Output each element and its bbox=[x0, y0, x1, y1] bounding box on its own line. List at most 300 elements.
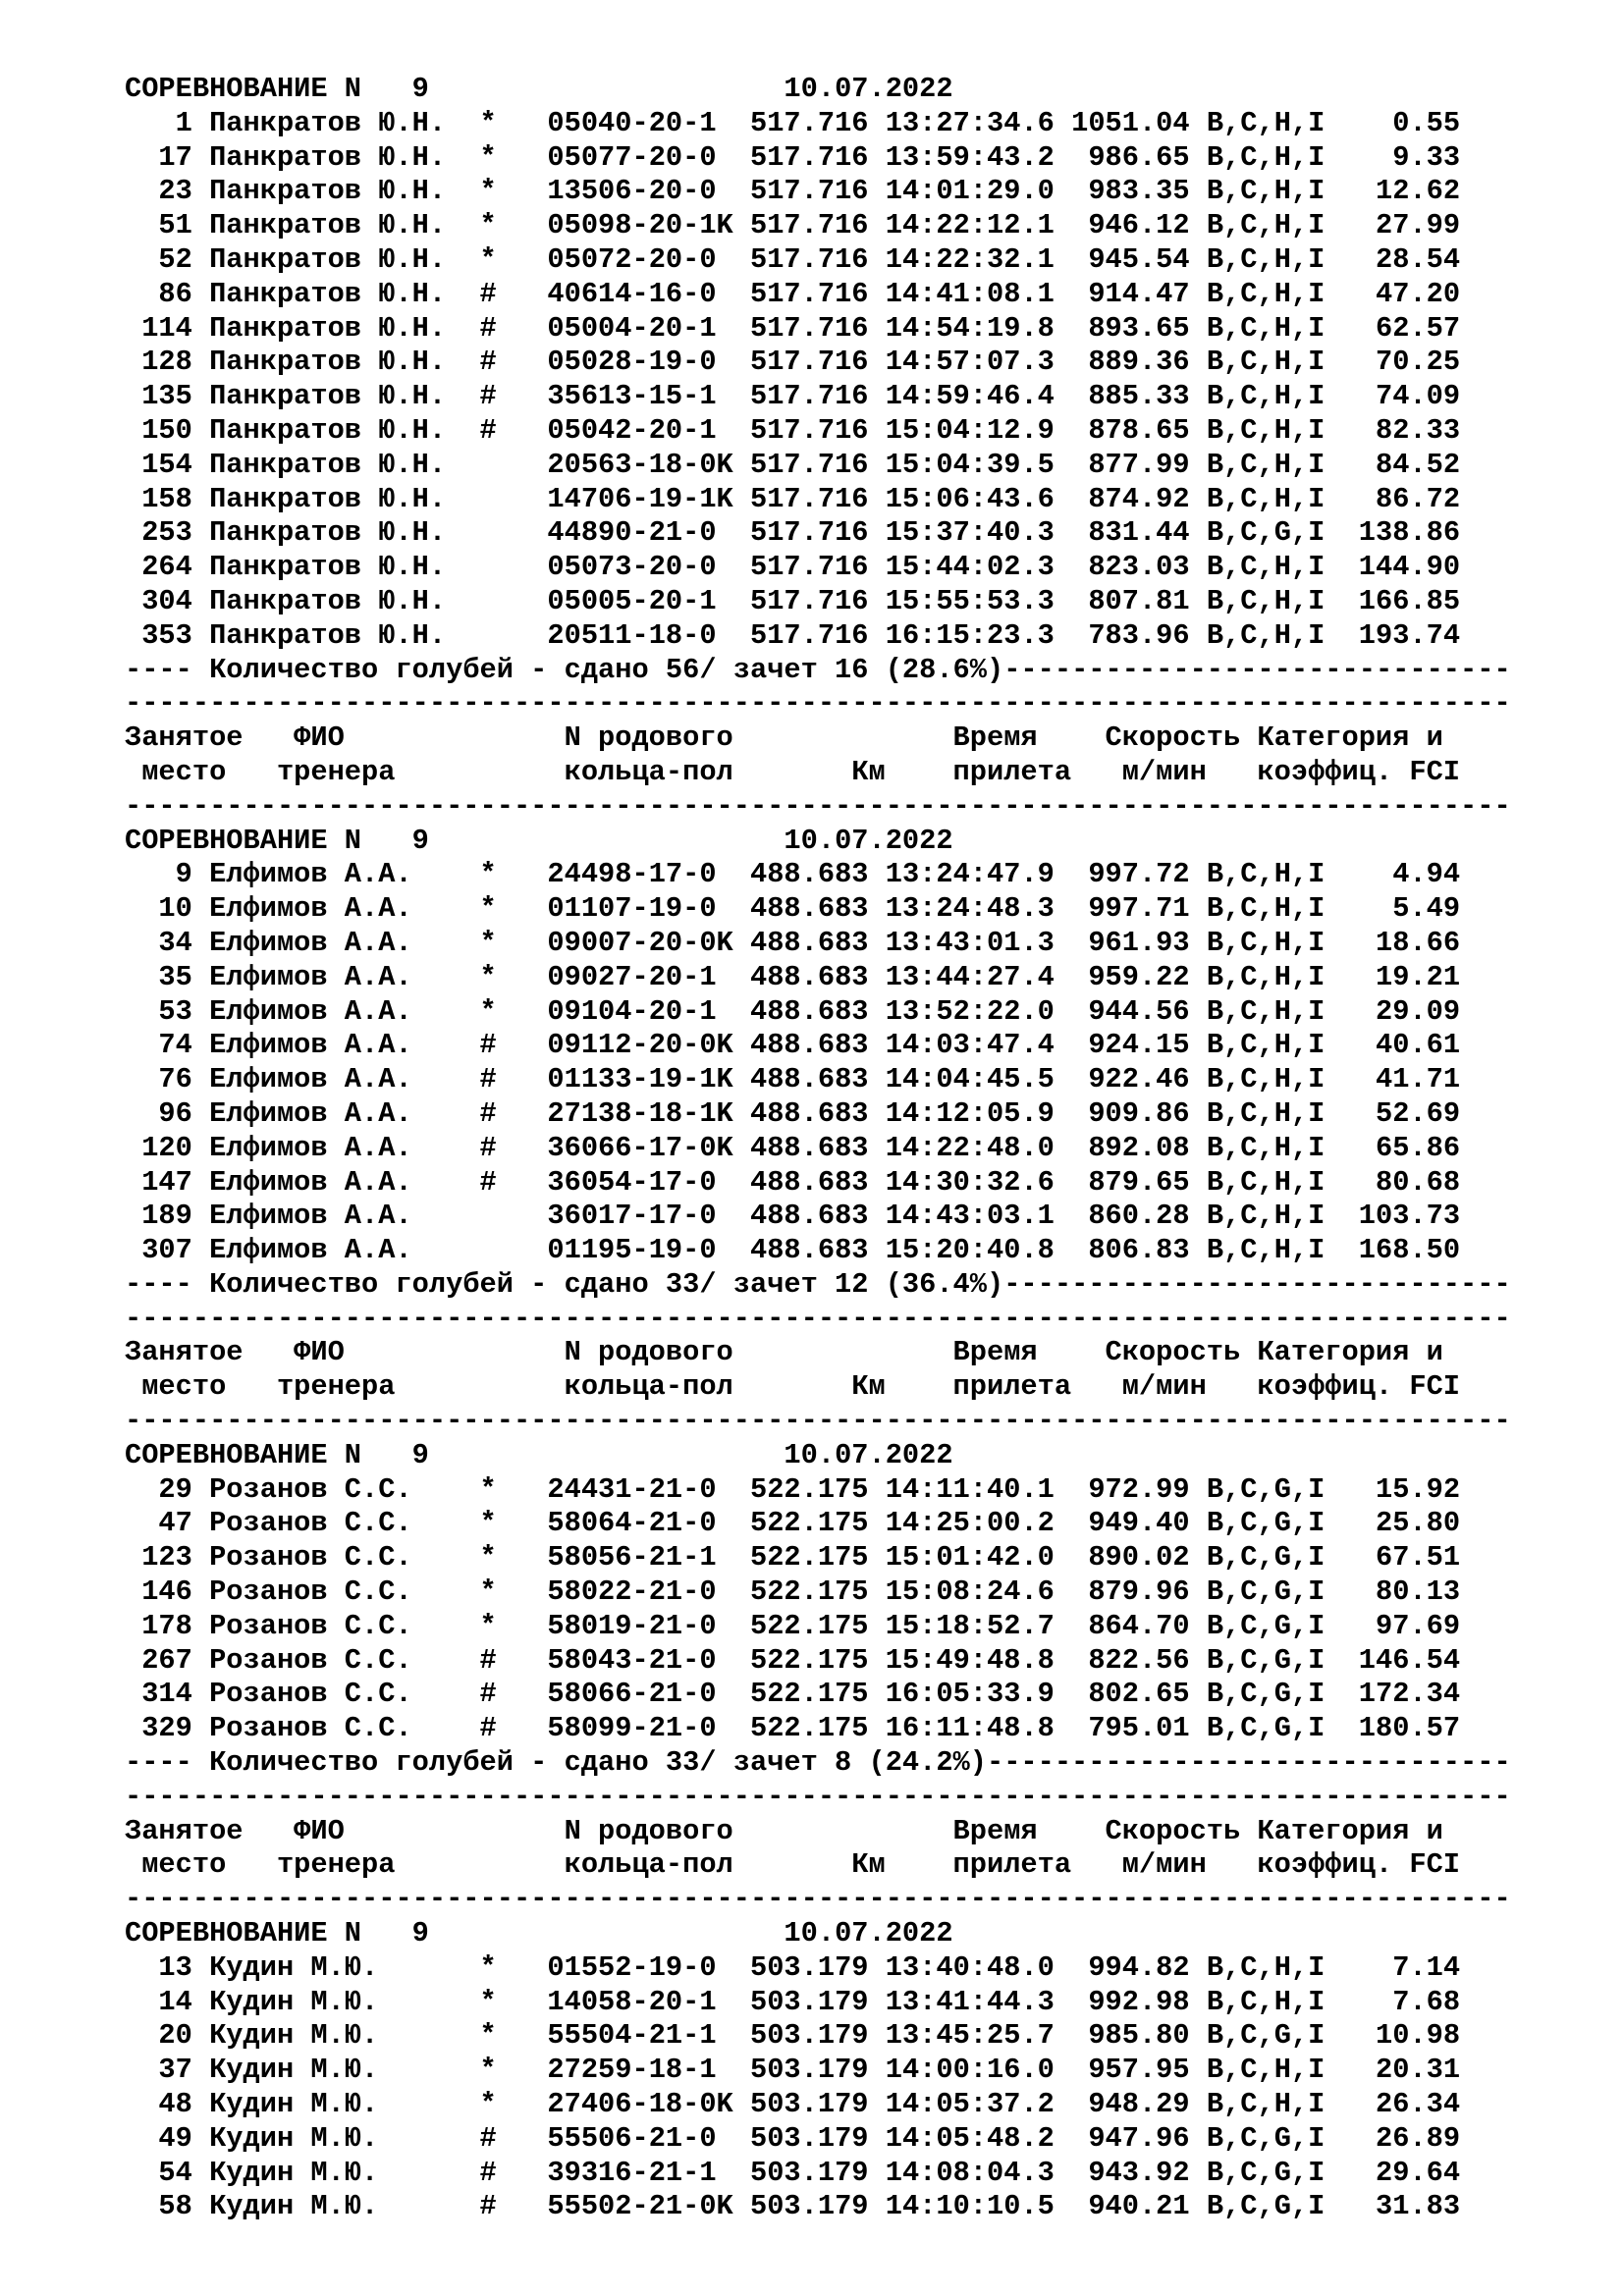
name-cell: Панкратов Ю.Н. bbox=[209, 346, 480, 379]
name-cell: Елфимов А.А. bbox=[209, 960, 480, 993]
table-row bbox=[125, 1951, 1597, 1986]
table-row bbox=[125, 483, 1597, 517]
place-cell: 86 bbox=[125, 277, 210, 310]
fci-cell: 7.68 bbox=[1325, 1985, 1461, 2018]
place-cell: 114 bbox=[125, 311, 210, 345]
speed-cell: 864.70 bbox=[1071, 1609, 1207, 1642]
fci-cell: 80.68 bbox=[1325, 1165, 1461, 1199]
place-cell: 52 bbox=[125, 242, 210, 276]
table-row bbox=[125, 1132, 1597, 1166]
summary-line bbox=[125, 1268, 1597, 1303]
mark-cell bbox=[480, 551, 548, 583]
km-cell: 522.175 bbox=[750, 1643, 886, 1677]
mark-cell: * bbox=[479, 1985, 548, 2018]
fci-cell: 20.31 bbox=[1325, 2054, 1461, 2087]
place-cell: 9 bbox=[125, 858, 210, 891]
fci-cell: 19.21 bbox=[1325, 960, 1461, 993]
place-cell: 146 bbox=[125, 1575, 210, 1609]
ring-cell: 55506-21-0 bbox=[547, 2121, 750, 2155]
km-cell: 522.175 bbox=[750, 1712, 886, 1745]
speed-cell: 874.92 bbox=[1071, 482, 1207, 515]
speed-cell: 807.81 bbox=[1071, 584, 1207, 617]
mark-cell: # bbox=[479, 2190, 548, 2223]
time-cell: 16:05:33.9 bbox=[885, 1678, 1072, 1711]
place-cell: 189 bbox=[125, 1200, 210, 1233]
summary-dashes: ------------------------------ bbox=[1003, 653, 1511, 686]
km-cell: 488.683 bbox=[750, 1096, 886, 1130]
column-header: Занятое ФИО N родового Время Скорость Категория и bbox=[125, 1336, 1443, 1369]
km-cell: 503.179 bbox=[750, 2156, 886, 2189]
mark-cell: # bbox=[479, 346, 548, 379]
mark-cell: # bbox=[479, 1712, 548, 1745]
km-cell: 488.683 bbox=[750, 926, 886, 959]
fci-cell: 82.33 bbox=[1325, 413, 1461, 447]
name-cell: Елфимов А.А. bbox=[209, 1063, 480, 1096]
time-cell: 13:45:25.7 bbox=[885, 2019, 1072, 2053]
category-cell: B,C,H,I bbox=[1206, 1131, 1326, 1164]
table-row bbox=[125, 414, 1597, 449]
speed-cell: 947.96 bbox=[1071, 2121, 1207, 2155]
category-cell: B,C,G,I bbox=[1206, 1541, 1326, 1575]
divider: ---------------------------------------------------------------------------------- bbox=[125, 1780, 1511, 1813]
mark-cell: * bbox=[479, 242, 548, 276]
divider: ---------------------------------------------------------------------------------- bbox=[125, 687, 1511, 721]
category-cell: B,C,G,I bbox=[1206, 1472, 1326, 1506]
competition-label: СОРЕВНОВАНИЕ N 9 bbox=[125, 1917, 429, 1950]
category-cell: B,C,G,I bbox=[1206, 2190, 1326, 2223]
ring-cell: 58056-21-1 bbox=[547, 1541, 750, 1575]
competition-date: 10.07.2022 bbox=[784, 1438, 953, 1471]
time-cell: 13:27:34.6 bbox=[885, 106, 1072, 139]
place-cell: 264 bbox=[125, 551, 210, 584]
km-cell: 517.716 bbox=[750, 209, 886, 242]
mark-cell bbox=[480, 619, 548, 652]
speed-cell: 945.54 bbox=[1071, 242, 1207, 276]
time-cell: 16:11:48.8 bbox=[885, 1712, 1072, 1745]
name-cell: Розанов С.С. bbox=[209, 1575, 480, 1609]
fci-cell: 29.64 bbox=[1325, 2156, 1461, 2189]
table-row bbox=[125, 516, 1597, 551]
category-cell: B,C,H,I bbox=[1206, 2088, 1326, 2121]
competition-line bbox=[125, 73, 1597, 107]
place-cell: 128 bbox=[125, 346, 210, 379]
speed-cell: 983.35 bbox=[1071, 175, 1207, 208]
category-cell: B,C,H,I bbox=[1206, 242, 1326, 276]
category-cell: B,C,H,I bbox=[1206, 892, 1326, 926]
ring-cell: 05098-20-1K bbox=[547, 209, 750, 242]
category-cell: B,C,G,I bbox=[1206, 1507, 1326, 1540]
speed-cell: 890.02 bbox=[1071, 1541, 1207, 1575]
place-cell: 1 bbox=[125, 106, 210, 139]
place-cell: 37 bbox=[125, 2054, 210, 2087]
name-cell: Елфимов А.А. bbox=[209, 926, 480, 959]
ring-cell: 27406-18-0K bbox=[547, 2088, 750, 2121]
name-cell: Розанов С.С. bbox=[209, 1609, 480, 1642]
km-cell: 488.683 bbox=[750, 1063, 886, 1096]
table-row bbox=[125, 312, 1597, 347]
time-cell: 13:52:22.0 bbox=[885, 994, 1072, 1028]
name-cell: Панкратов Ю.Н. bbox=[209, 482, 480, 515]
mark-cell: # bbox=[479, 277, 548, 310]
name-cell: Елфимов А.А. bbox=[209, 994, 480, 1028]
name-cell: Розанов С.С. bbox=[209, 1643, 480, 1677]
time-cell: 16:15:23.3 bbox=[885, 618, 1072, 652]
place-cell: 123 bbox=[125, 1541, 210, 1575]
km-cell: 517.716 bbox=[750, 448, 886, 481]
name-cell: Панкратов Ю.Н. bbox=[209, 584, 480, 617]
fci-cell: 146.54 bbox=[1325, 1643, 1461, 1677]
category-cell: B,C,H,I bbox=[1206, 106, 1326, 139]
place-cell: 54 bbox=[125, 2156, 210, 2189]
category-cell: B,C,H,I bbox=[1206, 1096, 1326, 1130]
ring-cell: 01107-19-0 bbox=[547, 892, 750, 926]
fci-cell: 84.52 bbox=[1325, 448, 1461, 481]
time-cell: 13:24:47.9 bbox=[885, 858, 1072, 891]
category-cell: B,C,H,I bbox=[1206, 1063, 1326, 1096]
table-row bbox=[125, 2157, 1597, 2191]
km-cell: 517.716 bbox=[750, 140, 886, 174]
ring-cell: 05072-20-0 bbox=[547, 242, 750, 276]
name-cell: Панкратов Ю.Н. bbox=[209, 277, 480, 310]
speed-cell: 831.44 bbox=[1071, 516, 1207, 550]
time-cell: 13:40:48.0 bbox=[885, 1950, 1072, 1984]
name-cell: Кудин М.Ю. bbox=[209, 2190, 480, 2223]
divider: ---------------------------------------------------------------------------------- bbox=[125, 1302, 1511, 1335]
mark-cell bbox=[480, 585, 548, 617]
table-row bbox=[125, 927, 1597, 961]
ring-cell: 44890-21-0 bbox=[547, 516, 750, 550]
km-cell: 522.175 bbox=[750, 1609, 886, 1642]
table-row bbox=[125, 107, 1597, 141]
speed-cell: 783.96 bbox=[1071, 618, 1207, 652]
competition-label: СОРЕВНОВАНИЕ N 9 bbox=[125, 73, 429, 105]
category-cell: B,C,H,I bbox=[1206, 584, 1326, 617]
km-cell: 517.716 bbox=[750, 516, 886, 550]
speed-cell: 914.47 bbox=[1071, 277, 1207, 310]
mark-cell: * bbox=[479, 1609, 548, 1642]
fci-cell: 40.61 bbox=[1325, 1029, 1461, 1062]
speed-cell: 795.01 bbox=[1071, 1712, 1207, 1745]
category-cell: B,C,H,I bbox=[1206, 380, 1326, 413]
ring-cell: 39316-21-1 bbox=[547, 2156, 750, 2189]
mark-cell: # bbox=[479, 2156, 548, 2189]
category-cell: B,C,H,I bbox=[1206, 448, 1326, 481]
category-cell: B,C,G,I bbox=[1206, 1609, 1326, 1642]
mark-cell: # bbox=[479, 1643, 548, 1677]
name-cell: Панкратов Ю.Н. bbox=[209, 311, 480, 345]
name-cell: Елфимов А.А. bbox=[209, 1234, 480, 1267]
km-cell: 522.175 bbox=[750, 1507, 886, 1540]
fci-cell: 166.85 bbox=[1325, 584, 1461, 617]
ring-cell: 05073-20-0 bbox=[547, 551, 750, 584]
ring-cell: 36054-17-0 bbox=[547, 1165, 750, 1199]
km-cell: 503.179 bbox=[750, 1985, 886, 2018]
time-cell: 14:10:10.5 bbox=[885, 2190, 1072, 2223]
km-cell: 503.179 bbox=[750, 2088, 886, 2121]
speed-cell: 961.93 bbox=[1071, 926, 1207, 959]
name-cell: Кудин М.Ю. bbox=[209, 2019, 480, 2053]
table-row bbox=[125, 961, 1597, 995]
speed-cell: 922.46 bbox=[1071, 1063, 1207, 1096]
fci-cell: 144.90 bbox=[1325, 551, 1461, 584]
speed-cell: 822.56 bbox=[1071, 1643, 1207, 1677]
ring-cell: 14058-20-1 bbox=[547, 1985, 750, 2018]
summary-line bbox=[125, 654, 1597, 688]
fci-cell: 138.86 bbox=[1325, 516, 1461, 550]
results-document bbox=[125, 73, 1597, 2224]
time-cell: 15:04:12.9 bbox=[885, 413, 1072, 447]
name-cell: Панкратов Ю.Н. bbox=[209, 106, 480, 139]
km-cell: 517.716 bbox=[750, 618, 886, 652]
mark-cell: # bbox=[479, 1165, 548, 1199]
table-row bbox=[125, 1166, 1597, 1201]
table-row bbox=[125, 619, 1597, 654]
place-cell: 47 bbox=[125, 1507, 210, 1540]
mark-cell: * bbox=[479, 2088, 548, 2121]
table-row bbox=[125, 380, 1597, 414]
time-cell: 14:25:00.2 bbox=[885, 1507, 1072, 1540]
ring-cell: 36017-17-0 bbox=[547, 1200, 750, 1233]
name-cell: Кудин М.Ю. bbox=[209, 1985, 480, 2018]
ring-cell: 13506-20-0 bbox=[547, 175, 750, 208]
place-cell: 58 bbox=[125, 2190, 210, 2223]
mark-cell: * bbox=[479, 2019, 548, 2053]
km-cell: 517.716 bbox=[750, 346, 886, 379]
summary-dashes: ------------------------------ bbox=[1003, 1267, 1511, 1301]
km-cell: 488.683 bbox=[750, 1234, 886, 1267]
ring-cell: 09112-20-0K bbox=[547, 1029, 750, 1062]
name-cell: Елфимов А.А. bbox=[209, 1165, 480, 1199]
category-cell: B,C,H,I bbox=[1206, 1985, 1326, 2018]
ring-cell: 09104-20-1 bbox=[547, 994, 750, 1028]
ring-cell: 27138-18-1K bbox=[547, 1096, 750, 1130]
time-cell: 14:30:32.6 bbox=[885, 1165, 1072, 1199]
km-cell: 488.683 bbox=[750, 858, 886, 891]
place-cell: 253 bbox=[125, 516, 210, 550]
fci-cell: 27.99 bbox=[1325, 209, 1461, 242]
ring-cell: 58099-21-0 bbox=[547, 1712, 750, 1745]
speed-cell: 877.99 bbox=[1071, 448, 1207, 481]
column-header: Занятое ФИО N родового Время Скорость Категория и bbox=[125, 721, 1443, 755]
place-cell: 96 bbox=[125, 1096, 210, 1130]
category-cell: B,C,H,I bbox=[1206, 209, 1326, 242]
km-cell: 503.179 bbox=[750, 1950, 886, 1984]
km-cell: 488.683 bbox=[750, 892, 886, 926]
mark-cell: * bbox=[479, 1507, 548, 1540]
place-cell: 29 bbox=[125, 1472, 210, 1506]
mark-cell: # bbox=[479, 2121, 548, 2155]
km-cell: 503.179 bbox=[750, 2190, 886, 2223]
place-cell: 178 bbox=[125, 1609, 210, 1642]
mark-cell: * bbox=[479, 2054, 548, 2087]
category-cell: B,C,H,I bbox=[1206, 1950, 1326, 1984]
fci-cell: 31.83 bbox=[1325, 2190, 1461, 2223]
name-cell: Розанов С.С. bbox=[209, 1678, 480, 1711]
speed-cell: 985.80 bbox=[1071, 2019, 1207, 2053]
fci-cell: 62.57 bbox=[1325, 311, 1461, 345]
ring-cell: 20511-18-0 bbox=[547, 618, 750, 652]
table-row bbox=[125, 2088, 1597, 2122]
speed-cell: 986.65 bbox=[1071, 140, 1207, 174]
category-cell: B,C,H,I bbox=[1206, 1029, 1326, 1062]
time-cell: 14:11:40.1 bbox=[885, 1472, 1072, 1506]
speed-cell: 940.21 bbox=[1071, 2190, 1207, 2223]
km-cell: 517.716 bbox=[750, 551, 886, 584]
mark-cell bbox=[480, 1200, 548, 1232]
ring-cell: 05040-20-1 bbox=[547, 106, 750, 139]
place-cell: 158 bbox=[125, 482, 210, 515]
ring-cell: 01552-19-0 bbox=[547, 1950, 750, 1984]
speed-cell: 959.22 bbox=[1071, 960, 1207, 993]
mark-cell: # bbox=[479, 1096, 548, 1130]
name-cell: Розанов С.С. bbox=[209, 1472, 480, 1506]
fci-cell: 168.50 bbox=[1325, 1234, 1461, 1267]
name-cell: Елфимов А.А. bbox=[209, 1200, 480, 1233]
name-cell: Панкратов Ю.Н. bbox=[209, 413, 480, 447]
km-cell: 503.179 bbox=[750, 2054, 886, 2087]
fci-cell: 25.80 bbox=[1325, 1507, 1461, 1540]
time-cell: 14:59:46.4 bbox=[885, 380, 1072, 413]
table-row bbox=[125, 1712, 1597, 1746]
divider: ---------------------------------------------------------------------------------- bbox=[125, 1405, 1511, 1438]
km-cell: 522.175 bbox=[750, 1472, 886, 1506]
time-cell: 15:18:52.7 bbox=[885, 1609, 1072, 1642]
competition-date: 10.07.2022 bbox=[784, 824, 953, 857]
place-cell: 20 bbox=[125, 2019, 210, 2053]
table-row bbox=[125, 1507, 1597, 1541]
name-cell: Панкратов Ю.Н. bbox=[209, 209, 480, 242]
speed-cell: 889.36 bbox=[1071, 346, 1207, 379]
mark-cell: # bbox=[479, 1063, 548, 1096]
table-row bbox=[125, 892, 1597, 927]
summary-text: Количество голубей - сдано 33/ зачет 12 (36.4%) bbox=[209, 1267, 1004, 1301]
mark-cell: * bbox=[479, 1575, 548, 1609]
mark-cell: * bbox=[479, 994, 548, 1028]
time-cell: 14:05:48.2 bbox=[885, 2121, 1072, 2155]
ring-cell: 35613-15-1 bbox=[547, 380, 750, 413]
mark-cell bbox=[480, 449, 548, 481]
category-cell: B,C,H,I bbox=[1206, 1200, 1326, 1233]
fci-cell: 29.09 bbox=[1325, 994, 1461, 1028]
table-row bbox=[125, 1473, 1597, 1508]
ring-cell: 05004-20-1 bbox=[547, 311, 750, 345]
km-cell: 517.716 bbox=[750, 311, 886, 345]
column-header: место тренера кольца-пол Км прилета м/мин коэффиц. FCI bbox=[125, 1848, 1461, 1882]
spacer bbox=[429, 1439, 785, 1471]
category-cell: B,C,H,I bbox=[1206, 413, 1326, 447]
fci-cell: 5.49 bbox=[1325, 892, 1461, 926]
place-cell: 17 bbox=[125, 140, 210, 174]
time-cell: 15:44:02.3 bbox=[885, 551, 1072, 584]
place-cell: 51 bbox=[125, 209, 210, 242]
mark-cell: # bbox=[479, 311, 548, 345]
summary-dashes: ------------------------------- bbox=[986, 1746, 1511, 1780]
km-cell: 517.716 bbox=[750, 175, 886, 208]
category-cell: B,C,G,I bbox=[1206, 2019, 1326, 2053]
name-cell: Елфимов А.А. bbox=[209, 1131, 480, 1164]
category-cell: B,C,H,I bbox=[1206, 1234, 1326, 1267]
fci-cell: 80.13 bbox=[1325, 1575, 1461, 1609]
table-row bbox=[125, 243, 1597, 278]
time-cell: 15:01:42.0 bbox=[885, 1541, 1072, 1575]
fci-cell: 65.86 bbox=[1325, 1131, 1461, 1164]
ring-cell: 05077-20-0 bbox=[547, 140, 750, 174]
spacer bbox=[429, 1917, 785, 1949]
competition-line bbox=[125, 1917, 1597, 1951]
fci-cell: 41.71 bbox=[1325, 1063, 1461, 1096]
time-cell: 13:24:48.3 bbox=[885, 892, 1072, 926]
km-cell: 503.179 bbox=[750, 2121, 886, 2155]
ring-cell: 01133-19-1K bbox=[547, 1063, 750, 1096]
name-cell: Панкратов Ю.Н. bbox=[209, 516, 480, 550]
km-cell: 522.175 bbox=[750, 1678, 886, 1711]
table-row bbox=[125, 2122, 1597, 2157]
speed-cell: 972.99 bbox=[1071, 1472, 1207, 1506]
time-cell: 14:22:48.0 bbox=[885, 1131, 1072, 1164]
fci-cell: 172.34 bbox=[1325, 1678, 1461, 1711]
table-row bbox=[125, 346, 1597, 380]
category-cell: B,C,H,I bbox=[1206, 311, 1326, 345]
place-cell: 314 bbox=[125, 1678, 210, 1711]
mark-cell: * bbox=[479, 892, 548, 926]
category-cell: B,C,H,I bbox=[1206, 482, 1326, 515]
name-cell: Елфимов А.А. bbox=[209, 892, 480, 926]
km-cell: 517.716 bbox=[750, 106, 886, 139]
category-cell: B,C,H,I bbox=[1206, 2054, 1326, 2087]
name-cell: Панкратов Ю.Н. bbox=[209, 175, 480, 208]
place-cell: 34 bbox=[125, 926, 210, 959]
name-cell: Елфимов А.А. bbox=[209, 858, 480, 891]
fci-cell: 97.69 bbox=[1325, 1609, 1461, 1642]
time-cell: 13:43:01.3 bbox=[885, 926, 1072, 959]
fci-cell: 74.09 bbox=[1325, 380, 1461, 413]
mark-cell: * bbox=[479, 1541, 548, 1575]
speed-cell: 879.96 bbox=[1071, 1575, 1207, 1609]
mark-cell: * bbox=[479, 926, 548, 959]
mark-cell: * bbox=[479, 175, 548, 208]
km-cell: 517.716 bbox=[750, 277, 886, 310]
km-cell: 522.175 bbox=[750, 1575, 886, 1609]
speed-cell: 997.71 bbox=[1071, 892, 1207, 926]
time-cell: 15:55:53.3 bbox=[885, 584, 1072, 617]
category-cell: B,C,G,I bbox=[1206, 2156, 1326, 2189]
ring-cell: 58066-21-0 bbox=[547, 1678, 750, 1711]
category-cell: B,C,H,I bbox=[1206, 551, 1326, 584]
divider: ---------------------------------------------------------------------------------- bbox=[125, 1883, 1511, 1916]
place-cell: 154 bbox=[125, 448, 210, 481]
summary-dashes: ---- bbox=[125, 1746, 210, 1780]
place-cell: 76 bbox=[125, 1063, 210, 1096]
fci-cell: 26.89 bbox=[1325, 2121, 1461, 2155]
place-cell: 329 bbox=[125, 1712, 210, 1745]
category-cell: B,C,G,I bbox=[1206, 516, 1326, 550]
spacer bbox=[429, 73, 785, 105]
time-cell: 15:04:39.5 bbox=[885, 448, 1072, 481]
name-cell: Панкратов Ю.Н. bbox=[209, 618, 480, 652]
place-cell: 353 bbox=[125, 618, 210, 652]
speed-cell: 943.92 bbox=[1071, 2156, 1207, 2189]
speed-cell: 879.65 bbox=[1071, 1165, 1207, 1199]
table-row bbox=[125, 1610, 1597, 1644]
mark-cell: * bbox=[479, 1472, 548, 1506]
mark-cell: * bbox=[479, 106, 548, 139]
table-row bbox=[125, 209, 1597, 243]
fci-cell: 15.92 bbox=[1325, 1472, 1461, 1506]
km-cell: 488.683 bbox=[750, 1131, 886, 1164]
speed-cell: 992.98 bbox=[1071, 1985, 1207, 2018]
competition-line bbox=[125, 1439, 1597, 1473]
fci-cell: 4.94 bbox=[1325, 858, 1461, 891]
